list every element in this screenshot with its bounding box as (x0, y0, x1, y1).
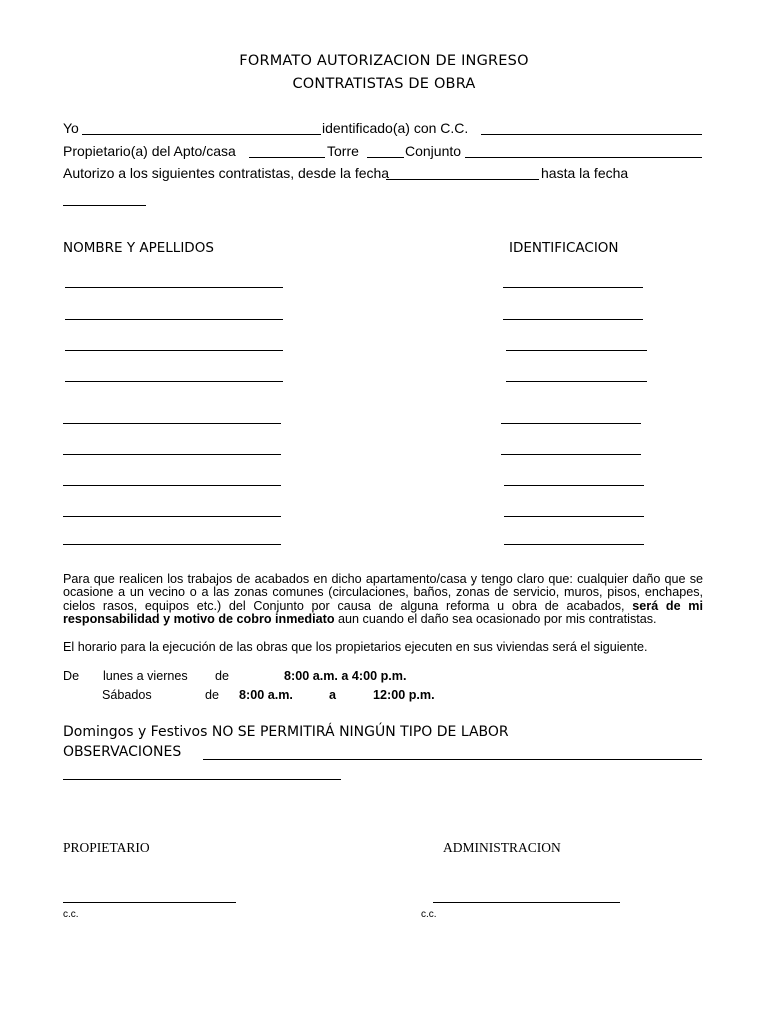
signature-line-administracion[interactable] (433, 902, 620, 903)
contractor-id-field[interactable] (506, 381, 647, 382)
field-fecha-desde[interactable] (386, 179, 539, 180)
field-torre[interactable] (367, 157, 404, 158)
schedule-weekdays: lunes a viernes (103, 669, 188, 683)
contractor-name-field[interactable] (65, 381, 283, 382)
document-title: FORMATO AUTORIZACION DE INGRESO (239, 53, 529, 69)
cc-label-administracion: c.c. (421, 909, 437, 920)
schedule-saturday-from: 8:00 a.m. (239, 688, 293, 702)
field-fecha-hasta[interactable] (63, 205, 146, 206)
schedule-de-label: De (63, 669, 80, 683)
field-cc-propietario[interactable] (481, 134, 702, 135)
contractor-name-field[interactable] (63, 485, 281, 486)
field-apto[interactable] (249, 157, 325, 158)
label-autorizo: Autorizo a los siguientes contratistas, desde la fecha (63, 165, 390, 181)
label-identificado: identificado(a) con C.C. (322, 120, 469, 136)
field-nombre-propietario[interactable] (82, 134, 321, 135)
schedule-de-label-2: de (215, 669, 230, 683)
column-header-identificacion: IDENTIFICACION (509, 240, 619, 256)
signature-label-administracion: ADMINISTRACION (443, 840, 561, 855)
contractor-id-field[interactable] (503, 287, 643, 288)
schedule-saturday-de: de (205, 688, 220, 702)
responsibility-text-2: aun cuando el daño sea ocasionado por mis contratistas. (338, 612, 657, 627)
label-torre: Torre (327, 143, 359, 159)
contractor-name-field[interactable] (65, 319, 283, 320)
contractor-id-field[interactable] (504, 485, 644, 486)
sunday-notice: Domingos y Festivos NO SE PERMITIRÁ NINGÚN TIPO DE LABOR (63, 724, 509, 740)
label-yo: Yo (63, 120, 79, 136)
signature-label-propietario: PROPIETARIO (63, 840, 150, 855)
contractor-name-field[interactable] (65, 350, 283, 351)
column-header-nombre: NOMBRE Y APELLIDOS (63, 240, 214, 256)
responsibility-paragraph (63, 573, 703, 627)
contractor-id-field[interactable] (501, 454, 641, 455)
observaciones-field-2[interactable] (63, 779, 341, 780)
schedule-saturday-a: a (329, 688, 337, 702)
label-propietario-apto: Propietario(a) del Apto/casa (63, 143, 236, 159)
contractor-name-field[interactable] (63, 516, 281, 517)
observaciones-field[interactable] (203, 759, 702, 760)
label-hasta: hasta la fecha (541, 165, 629, 181)
field-conjunto[interactable] (465, 157, 702, 158)
contractor-id-field[interactable] (501, 423, 641, 424)
label-conjunto: Conjunto (405, 143, 462, 159)
schedule-weekday-hours: 8:00 a.m. a 4:00 p.m. (284, 669, 407, 683)
signature-line-propietario[interactable] (63, 902, 236, 903)
schedule-saturday-to: 12:00 p.m. (373, 688, 435, 702)
observaciones-label: OBSERVACIONES (63, 744, 182, 760)
contractor-name-field[interactable] (63, 423, 281, 424)
contractor-name-field[interactable] (63, 544, 281, 545)
responsibility-bold-text: será de mi responsabilidad y motivo de cobro inmediato (63, 598, 703, 627)
contractor-id-field[interactable] (506, 350, 647, 351)
contractor-id-field[interactable] (504, 516, 644, 517)
schedule-saturday: Sábados (102, 688, 152, 702)
contractor-id-field[interactable] (503, 319, 643, 320)
responsibility-text-1: Para que realicen los trabajos de acabados en dicho apartamento/casa y tengo claro que: cualquier daño que se ocasione a un vecino o a las zonas comunes (circulaciones, baños, zonas de servicio, muros, pisos, enchapes, cielos rasos, equipos etc.) del Conjunto por causa de alguna reforma u obra de acabados, (63, 572, 703, 613)
schedule-paragraph: El horario para la ejecución de las obras que los propietarios ejecuten en sus viviendas será el siguiente. (63, 640, 648, 654)
document-subtitle: CONTRATISTAS DE OBRA (292, 76, 476, 92)
contractor-name-field[interactable] (65, 287, 283, 288)
contractor-id-field[interactable] (504, 544, 644, 545)
cc-label-propietario: c.c. (63, 909, 79, 920)
contractor-name-field[interactable] (63, 454, 281, 455)
